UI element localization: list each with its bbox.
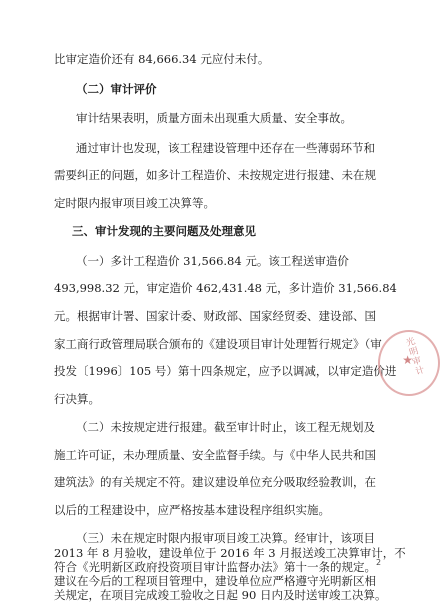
paragraph-line: 符合《光明新区政府投资项目审计监督办法》第十一条的规定。 [54, 560, 376, 574]
paragraph-line: 比审定造价还有 84,666.34 元应付未付。 [54, 52, 270, 66]
paragraph-line: 家工商行政管理局联合颁布的《建设项目审计处理暂行规定》（审 [54, 337, 382, 351]
paragraph-line: 493,998.32 元，审定造价 462,431.48 元，多计造价 31,566.84 [54, 281, 397, 295]
paragraph-line: 建议在今后的工程项目管理中，建设单位应严格遵守光明新区相 [54, 574, 376, 588]
page-number: 2 [376, 558, 382, 567]
paragraph-line: 施工许可证，未办理质量、安全监督手续。与《中华人民共和国 [54, 448, 376, 462]
paragraph-line: 元。根据审计署、国家计委、财政部、国家经贸委、建设部、国 [54, 309, 376, 323]
paragraph-line: （三）未在规定时限内报审项目竣工决算。经审计，该项目 [76, 531, 375, 545]
section-heading: （二）审计评价 [76, 82, 157, 96]
paragraph-line: （一）多计工程造价 31,566.84 元。该工程送审造价 [76, 254, 349, 268]
paragraph-line: 通过审计也发现，该工程建设管理中还存在一些薄弱环节和 [76, 141, 375, 155]
paragraph-line: 需要纠正的问题，如多计工程造价、未按规定进行报建、未在规 [54, 168, 376, 182]
paragraph-line: 以后的工程建设中，应严格按基本建设程序组织实施。 [54, 503, 330, 517]
paragraph-line: 审计结果表明，质量方面未出现重大质量、安全事故。 [76, 111, 352, 125]
paragraph-line: （二）未按规定进行报建。截至审计时止，该工程无规划及 [76, 420, 375, 434]
paragraph-line: 投发〔1996〕105 号）第十四条规定，应予以调减，以审定造价进 [54, 364, 397, 378]
paragraph-line: 定时限内报审项目竣工决算等。 [54, 196, 215, 210]
paragraph-line: 2013 年 8 月验收，建设单位于 2016 年 3 月报送竣工决算审计，不 [54, 546, 406, 560]
paragraph-line: 建筑法》的有关规定不符。建议建设单位充分吸取经验教训，在 [54, 475, 376, 489]
seal-star-icon: ★ [402, 353, 413, 367]
paragraph-line: 行决算。 [54, 392, 100, 406]
paragraph-line: 关规定，在项目完成竣工验收之日起 90 日内及时送审竣工决算。 [54, 588, 387, 602]
seal-text: 光明审计 [405, 336, 426, 378]
section-heading: 三、审计发现的主要问题及处理意见 [72, 224, 256, 238]
